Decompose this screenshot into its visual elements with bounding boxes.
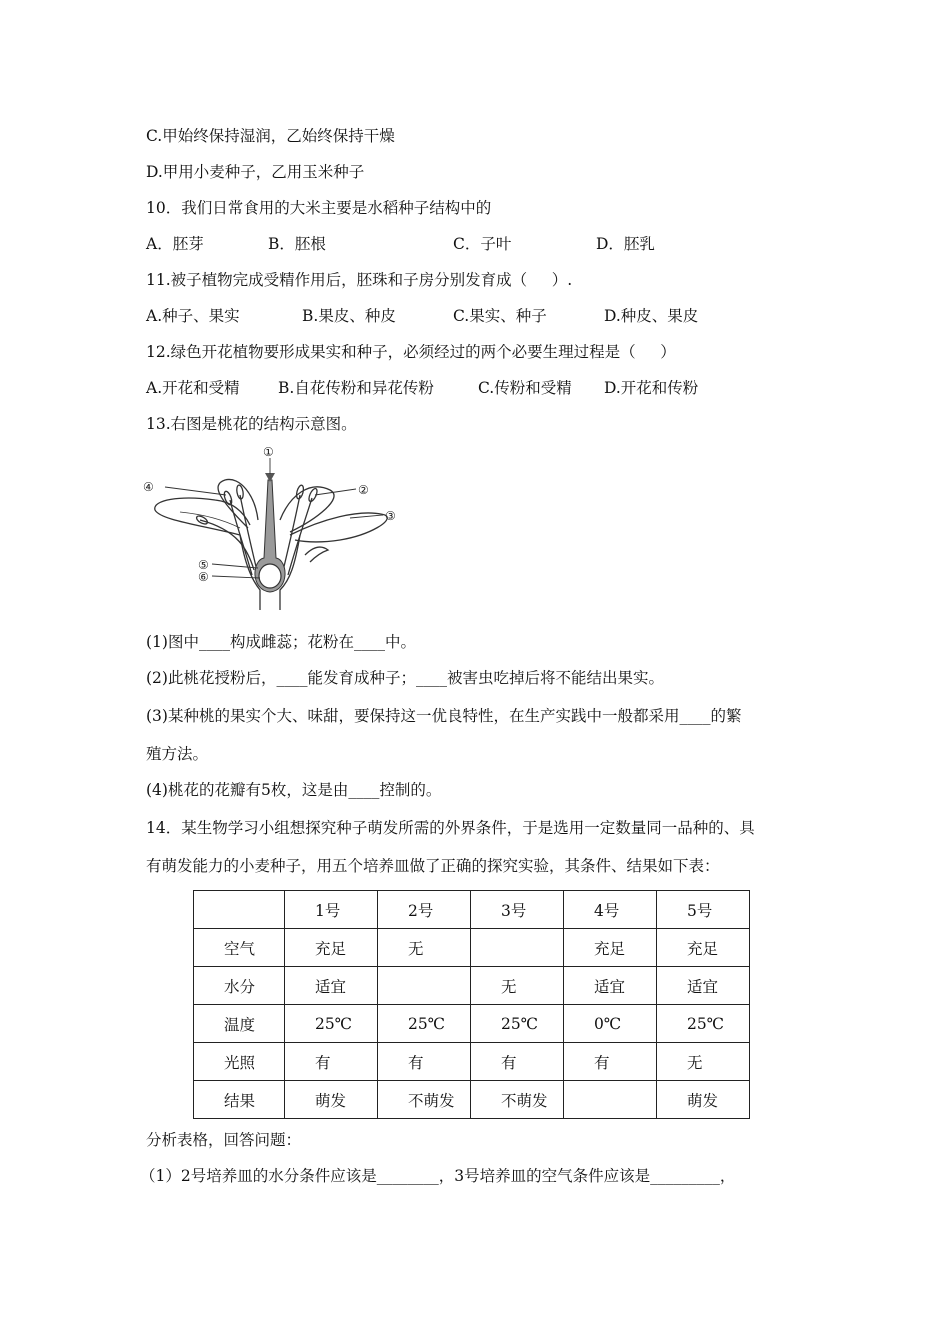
table-cell: 适宜 bbox=[564, 967, 657, 1005]
option-c: C.传粉和受精 bbox=[478, 379, 572, 397]
question-13-4: (4)桃花的花瓣有5枚，这是由____控制的。 bbox=[146, 781, 442, 799]
table-cell: 25℃ bbox=[657, 1005, 750, 1043]
table-row bbox=[194, 1081, 750, 1119]
label-3: ③ bbox=[385, 509, 396, 523]
question-10: 10．我们日常食用的大米主要是水稻种子结构中的 bbox=[146, 199, 492, 217]
table-cell: 温度 bbox=[194, 1005, 285, 1043]
table-row bbox=[194, 967, 750, 1005]
table-row bbox=[194, 1005, 750, 1043]
table-cell: 充足 bbox=[285, 929, 378, 967]
option-c: C．子叶 bbox=[453, 235, 512, 253]
table-row bbox=[194, 929, 750, 967]
option-a: A.开花和受精 bbox=[146, 379, 240, 397]
table-cell: 4号 bbox=[564, 891, 657, 929]
table-cell: 3号 bbox=[471, 891, 564, 929]
table-cell: 适宜 bbox=[285, 967, 378, 1005]
question-11: 11.被子植物完成受精作用后，胚珠和子房分别发育成（ ）. bbox=[146, 271, 573, 289]
option-a: A.种子、果实 bbox=[146, 307, 240, 325]
option-d: D.种皮、果皮 bbox=[604, 307, 699, 325]
table-cell: 25℃ bbox=[285, 1005, 378, 1043]
label-4: ④ bbox=[143, 480, 154, 494]
table-row bbox=[194, 1043, 750, 1081]
table-cell bbox=[471, 929, 564, 967]
peach-flower-diagram bbox=[140, 440, 410, 615]
table-cell: 萌发 bbox=[657, 1081, 750, 1119]
table-cell: 不萌发 bbox=[378, 1081, 471, 1119]
option-b: B．胚根 bbox=[268, 235, 326, 253]
label-1: ① bbox=[263, 445, 274, 459]
table-cell: 无 bbox=[657, 1043, 750, 1081]
experiment-table bbox=[193, 890, 750, 1119]
table-cell: 萌发 bbox=[285, 1081, 378, 1119]
label-2: ② bbox=[358, 483, 369, 497]
table-cell bbox=[378, 967, 471, 1005]
option-d: D．胚乳 bbox=[596, 235, 655, 253]
table-cell: 结果 bbox=[194, 1081, 285, 1119]
table-cell: 充足 bbox=[657, 929, 750, 967]
table-header-row bbox=[194, 891, 750, 929]
table-cell: 1号 bbox=[285, 891, 378, 929]
table-cell bbox=[194, 891, 285, 929]
question-12: 12.绿色开花植物要形成果实和种子，必须经过的两个必要生理过程是（ ） bbox=[146, 343, 676, 361]
option-a: A．胚芽 bbox=[146, 235, 204, 253]
question-13-3-cont: 殖方法。 bbox=[146, 745, 209, 763]
table-cell: 适宜 bbox=[657, 967, 750, 1005]
question-14-line2: 有萌发能力的小麦种子，用五个培养皿做了正确的探究实验，其条件、结果如下表： bbox=[146, 857, 720, 875]
table-cell: 25℃ bbox=[378, 1005, 471, 1043]
analysis-prompt: 分析表格，回答问题： bbox=[146, 1131, 302, 1149]
ovule bbox=[259, 564, 281, 588]
option-d: D.开花和传粉 bbox=[604, 379, 699, 397]
stigma bbox=[265, 473, 275, 482]
table-cell: 有 bbox=[378, 1043, 471, 1081]
table-cell: 不萌发 bbox=[471, 1081, 564, 1119]
table-cell bbox=[564, 1081, 657, 1119]
question-13: 13.右图是桃花的结构示意图。 bbox=[146, 415, 357, 433]
table-cell: 有 bbox=[285, 1043, 378, 1081]
table-cell: 水分 bbox=[194, 967, 285, 1005]
table-cell: 有 bbox=[564, 1043, 657, 1081]
table-cell: 2号 bbox=[378, 891, 471, 929]
table-cell: 无 bbox=[471, 967, 564, 1005]
q9-option-c: C.甲始终保持湿润，乙始终保持干燥 bbox=[146, 127, 395, 145]
label-5: ⑤ bbox=[198, 558, 209, 572]
sub-question-1: （1）2号培养皿的水分条件应该是________，3号培养皿的空气条件应该是_________， bbox=[140, 1167, 736, 1185]
table-cell: 25℃ bbox=[471, 1005, 564, 1043]
option-b: B.果皮、种皮 bbox=[302, 307, 396, 325]
question-14-line1: 14．某生物学习小组想探究种子萌发所需的外界条件，于是选用一定数量同一品种的、具 bbox=[146, 819, 755, 837]
question-13-1: (1)图中____构成雌蕊；花粉在____中。 bbox=[146, 633, 416, 651]
label-6: ⑥ bbox=[198, 570, 209, 584]
petal-left-upper bbox=[218, 479, 258, 528]
question-13-2: (2)此桃花授粉后，____能发育成种子；____被害虫吃掉后将不能结出果实。 bbox=[146, 669, 664, 687]
table-cell: 光照 bbox=[194, 1043, 285, 1081]
table-cell: 充足 bbox=[564, 929, 657, 967]
table-cell: 有 bbox=[471, 1043, 564, 1081]
question-13-3: (3)某种桃的果实个大、味甜，要保持这一优良特性，在生产实践中一般都采用____的繁 bbox=[146, 707, 742, 725]
pistil bbox=[255, 473, 285, 592]
option-c: C.果实、种子 bbox=[453, 307, 547, 325]
q9-option-d: D.甲用小麦种子，乙用玉米种子 bbox=[146, 163, 365, 181]
table-cell: 空气 bbox=[194, 929, 285, 967]
petal-right-outer bbox=[290, 513, 387, 542]
table-cell: 5号 bbox=[657, 891, 750, 929]
table-cell: 0℃ bbox=[564, 1005, 657, 1043]
table-cell: 无 bbox=[378, 929, 471, 967]
option-b: B.自花传粉和异花传粉 bbox=[278, 379, 434, 397]
